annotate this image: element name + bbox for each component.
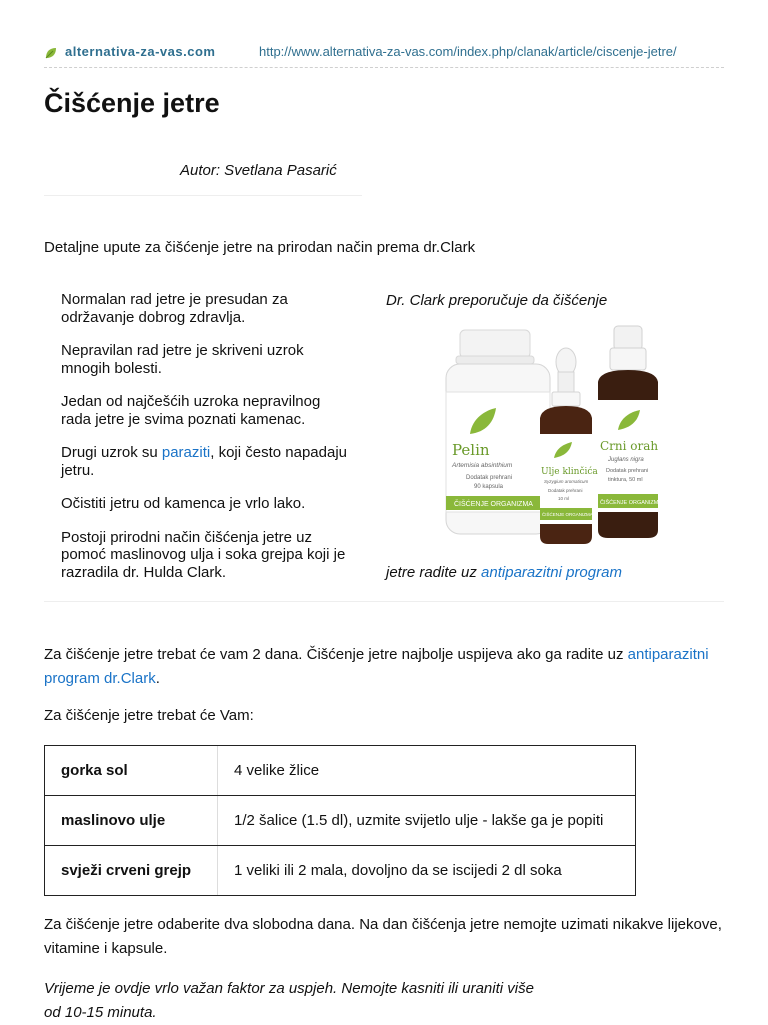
table-row	[45, 746, 636, 796]
svg-text:ČIŠĆENJE ORGANIZMA: ČIŠĆENJE ORGANIZMA	[454, 501, 533, 508]
left-paragraph-4	[61, 444, 351, 479]
left-paragraph-5: Očistiti jetru od kamenca je vrlo lako.	[61, 495, 306, 512]
pelin-bottle	[446, 330, 550, 534]
body-paragraph-4: Vrijeme je ovdje vrlo važan faktor za uspjeh. Nemojte kasniti ili uraniti više od 10-15 minuta.	[44, 980, 534, 1021]
body-paragraph-3: Za čišćenje jetre odaberite dva slobodna dana. Na dan čišćenja jetre nemojte uzimati nikakve lijekove, vitamine i kapsule.	[44, 916, 722, 957]
svg-text:Crni orah: Crni orah	[600, 439, 659, 453]
crni-orah-bottle	[598, 326, 662, 538]
page-title: Čišćenje jetre	[44, 88, 220, 118]
image-caption-bottom	[386, 564, 622, 581]
left-paragraph-6: Postoji prirodni način čišćenja jetre uz pomoć maslinovog ulja i soka grejpa koji je razradila dr. Hulda Clark.	[61, 528, 346, 581]
section-divider	[44, 601, 724, 602]
body-paragraph-2: Za čišćenje jetre trebat će Vam:	[44, 707, 254, 724]
svg-text:90 kapsula: 90 kapsula	[474, 484, 504, 490]
left-paragraph-3: Jedan od najčešćih uzroka nepravilnog rada jetre je svima poznati kamenac.	[61, 393, 321, 428]
header-divider	[44, 67, 724, 68]
site-name-link[interactable]: alternativa-za-vas.com	[65, 44, 216, 59]
svg-text:ČIŠĆENJE ORGANIZMA: ČIŠĆENJE ORGANIZMA	[600, 500, 663, 506]
ingredient-name: svježi crveni grejp	[45, 846, 218, 896]
author-divider	[44, 195, 362, 196]
table-row	[45, 846, 636, 896]
ingredient-name: gorka sol	[45, 746, 218, 796]
left-paragraph-4-start: Drugi uzrok su	[61, 444, 162, 461]
body-paragraph-1-text: Za čišćenje jetre trebat će vam 2 dana. Čišćenje jetre najbolje uspijeva ako ga radite uz	[44, 646, 628, 663]
svg-text:10 ml: 10 ml	[558, 496, 570, 501]
paraziti-link[interactable]: paraziti	[161, 444, 211, 461]
svg-text:Ulje klinčića: Ulje klinčića	[541, 467, 598, 477]
image-caption-bottom-text: jetre radite uz	[386, 564, 482, 581]
table-row	[45, 796, 636, 846]
svg-text:Dodatak prehrani: Dodatak prehrani	[548, 488, 583, 493]
svg-text:Dodatak prehrani: Dodatak prehrani	[466, 475, 513, 481]
image-caption-top: Dr. Clark preporučuje da čišćenje	[386, 292, 608, 309]
svg-text:Artemisia absinthium: Artemisia absinthium	[452, 462, 513, 469]
svg-text:Juglans nigra: Juglans nigra	[608, 457, 644, 463]
body-paragraph-1-end: .	[155, 670, 160, 687]
left-paragraph-1: Normalan rad jetre je presudan za održavanje dobrog zdravlja.	[61, 291, 288, 326]
svg-text:tinktura, 50 ml: tinktura, 50 ml	[608, 477, 643, 483]
left-paragraph-4-end: , koji često napadaju jetru.	[61, 444, 347, 479]
ingredient-amount: 1/2 šalice (1.5 dl), uzmite svijetlo ulje - lakše ga je popiti	[218, 796, 636, 846]
svg-text:Pelin: Pelin	[452, 441, 490, 459]
svg-text:Syzygium aromaticum: Syzygium aromaticum	[544, 479, 589, 484]
left-paragraph-2: Nepravilan rad jetre je skriveni uzrok mnogih bolesti.	[61, 342, 304, 377]
body-paragraph-1	[44, 643, 724, 691]
ingredient-amount: 4 velike žlice	[218, 746, 636, 796]
ingredients-table	[44, 745, 636, 896]
svg-text:ČIŠĆENJE ORGANIZMA: ČIŠĆENJE ORGANIZMA	[542, 512, 593, 517]
ingredient-name: maslinovo ulje	[45, 796, 218, 846]
page-header	[44, 44, 724, 66]
leaf-icon	[44, 46, 58, 60]
article-url-link[interactable]: http://www.alternativa-za-vas.com/index.php/clanak/article/ciscenje-jetre/	[259, 44, 677, 59]
left-column	[61, 291, 351, 597]
antiparazitni-program-link[interactable]: antiparazitni program	[481, 564, 622, 581]
article-author: Autor: Svetlana Pasarić	[180, 162, 337, 179]
ingredient-amount: 1 veliki ili 2 mala, dovoljno da se iscijedi 2 dl soka	[218, 846, 636, 896]
svg-text:Dodatak prehrani: Dodatak prehrani	[606, 468, 649, 474]
product-bottles-image	[442, 322, 682, 550]
article-intro: Detaljne upute za čišćenje jetre na prirodan način prema dr.Clark	[44, 239, 476, 256]
antiparazitni-program-dr-clark-link[interactable]: antiparazitni program dr.Clark	[44, 646, 709, 687]
